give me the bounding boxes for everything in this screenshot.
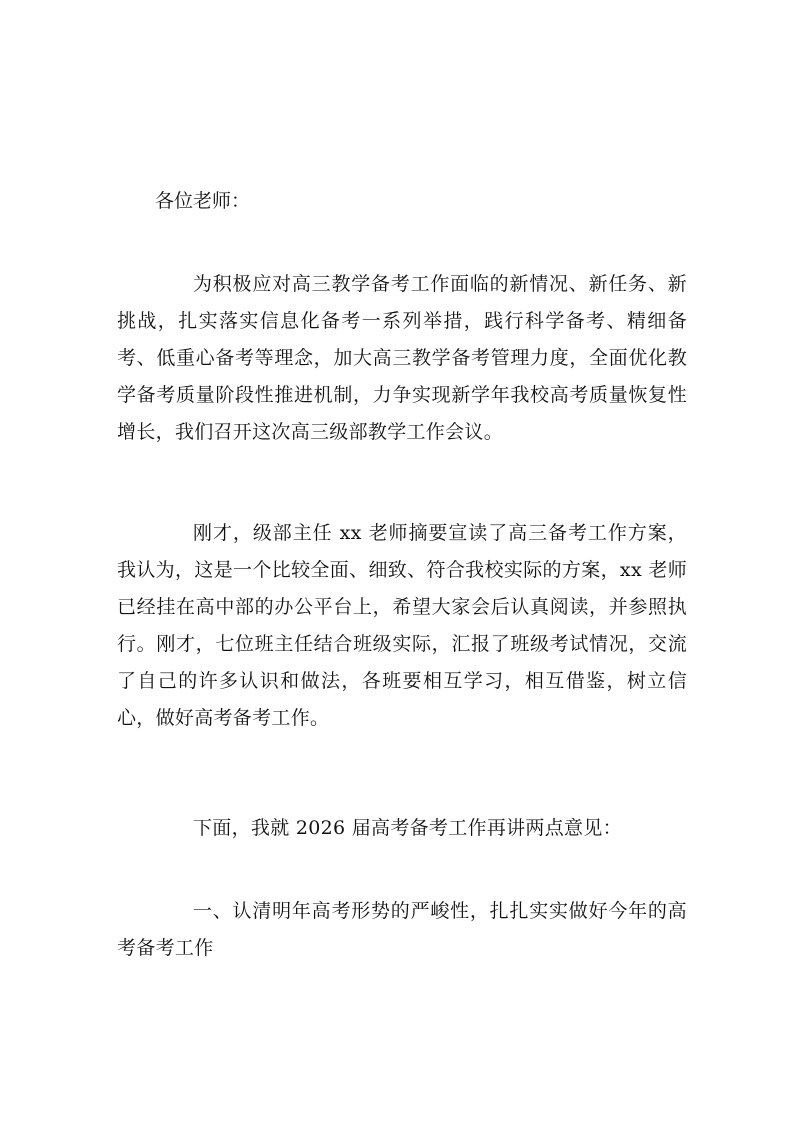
section-heading-one: 一、认清明年高考形势的严峻性，扎扎实实做好今年的高考备考工作 [117, 900, 687, 959]
paragraph-plan-review: 刚才，级部主任 xx 老师摘要宣读了高三备考工作方案，我认为，这是一个比较全面、细致、符合我校实际的方案，xx 老师已经挂在高中部的办公平台上，希望大家会后认真阅读，并参照执行。刚才，七位班主任结合班级实际，汇报了班级考试情况，交流了自己的许多认识和做法，各班要相互学习，相互借鉴，树立信心，做好高考备考工作。 [117, 522, 687, 729]
paragraph-intro: 为积极应对高三教学备考工作面临的新情况、新任务、新挑战，扎实落实信息化备考一系列举措，践行科学备考、精细备考、低重心备考等理念，加大高三教学备考管理力度，全面优化教学备考质量阶段性推进机制，力争实现新学年我校高考质量恢复性增长，我们召开这次高三级部教学工作会议。 [117, 273, 687, 443]
paragraph-transition: 下面，我就 2026 届高考备考工作再讲两点意见： [193, 817, 622, 839]
salutation: 各位老师： [155, 190, 251, 212]
